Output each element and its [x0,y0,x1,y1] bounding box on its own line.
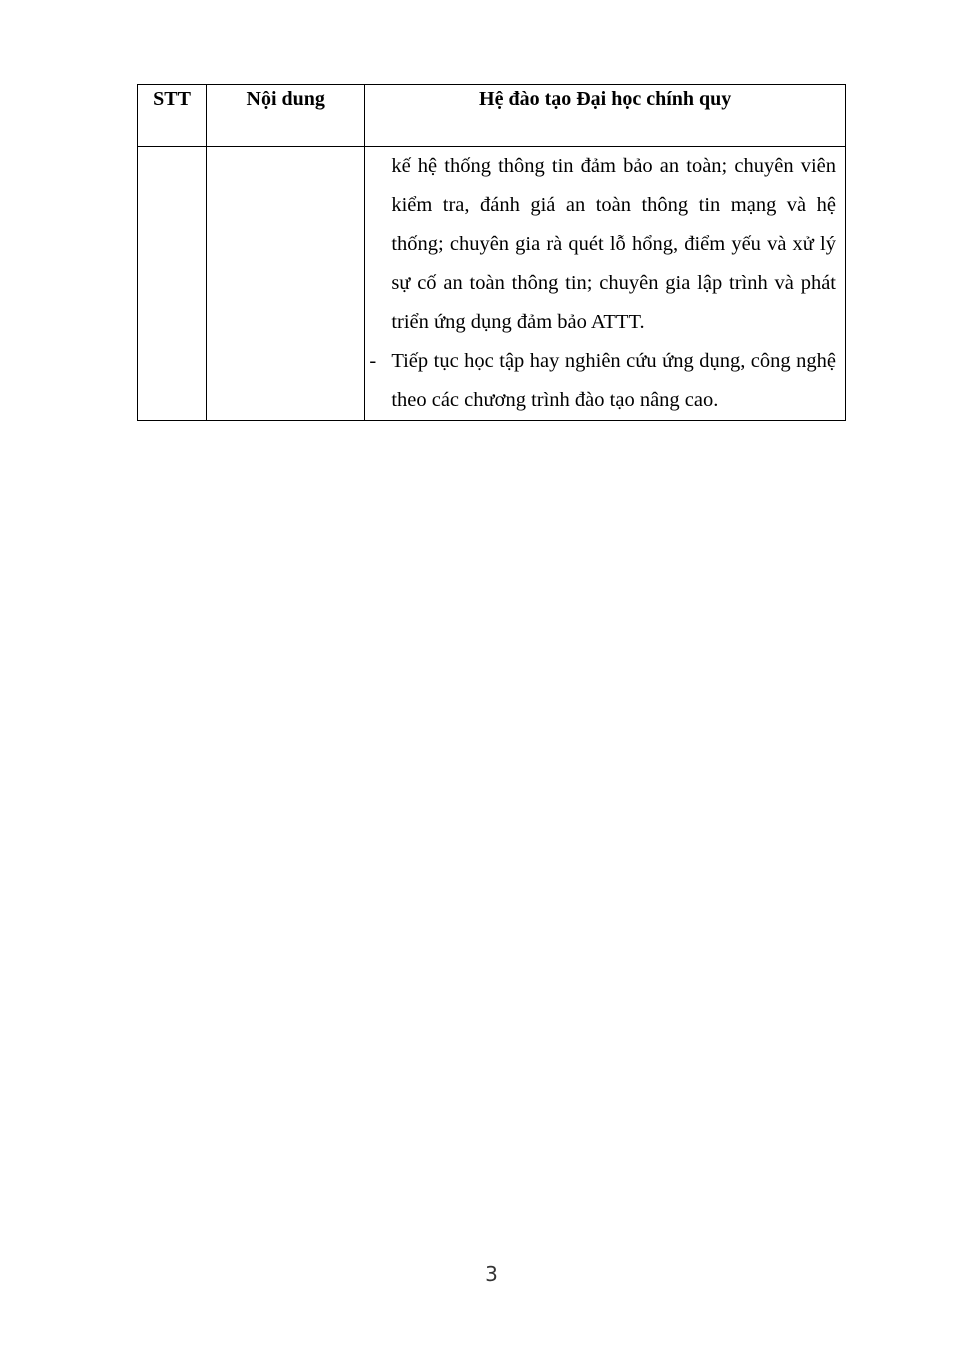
header-stt: STT [138,85,207,147]
cell-content [207,147,365,421]
table-header [138,85,846,147]
header-content: Nội dung [207,85,365,147]
header-row [138,85,846,147]
cell-program [365,147,846,421]
bullet-text: Tiếp tục học tập hay nghiên cứu ứng dụng, công nghệ theo các chương trình đào tạo nâng cao. [391,350,836,411]
bullet-item [365,342,836,420]
continued-paragraph: kế hệ thống thông tin đảm bảo an toàn; chuyên viên kiểm tra, đánh giá an toàn thông tin mạng và hệ thống; chuyên gia rà quét lỗ hổng, điểm yếu và xử lý sự cố an toàn thông tin; chuyên gia lập trình và phát triển ứng dụng đảm bảo ATTT. [391,155,836,333]
table-row [138,147,846,421]
page-number: 3 [485,1262,498,1286]
cell-stt [138,147,207,421]
bullet-dash: - [369,350,377,372]
header-program: Hệ đào tạo Đại học chính quy [365,85,846,147]
table-body [138,147,846,421]
program-table [137,84,846,421]
